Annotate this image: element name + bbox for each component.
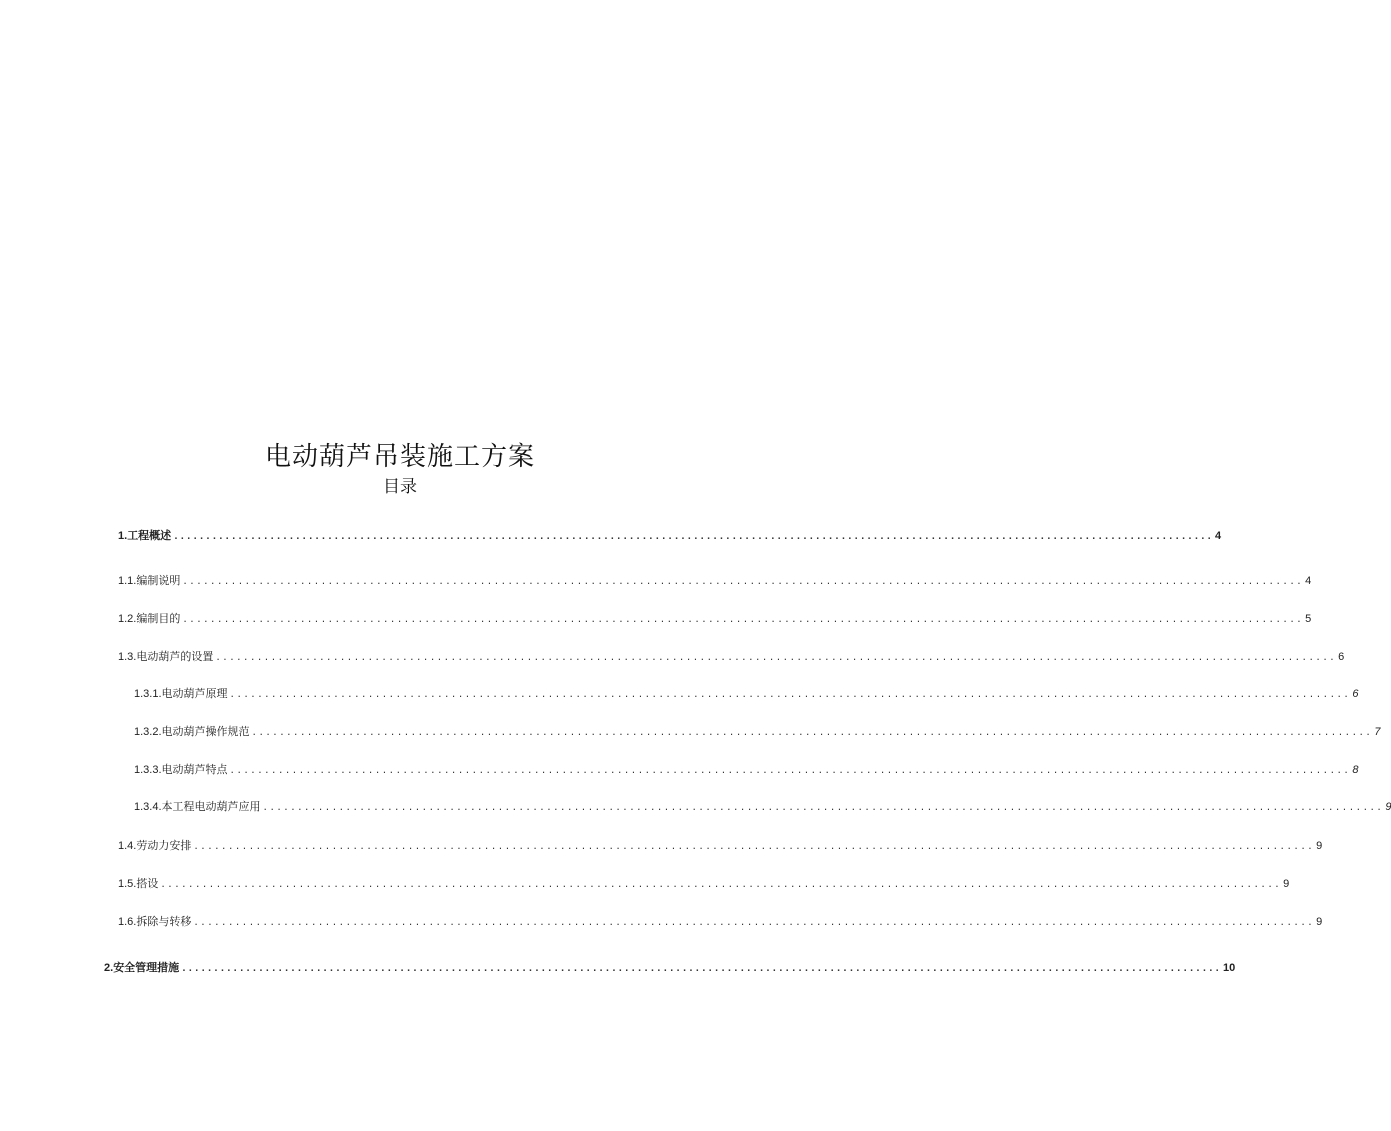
toc-entry-title: 工程概述 [127, 529, 172, 542]
toc-entry-title: 安全管理措施 [113, 961, 180, 974]
document-title: 电动葫芦吊装施工方案 [264, 442, 535, 472]
toc-entry-title: 编制说明 [136, 574, 181, 587]
toc-entry-number: 1.6. [118, 916, 137, 928]
toc-entry-title: 编制目的 [136, 612, 181, 625]
toc-entry-number: 2. [104, 962, 114, 974]
toc-entry[interactable] [104, 960, 1236, 976]
toc-entry-number: 1.3.4. [134, 801, 162, 813]
toc-entry[interactable] [118, 528, 1222, 544]
toc-entry-number: 1. [118, 530, 128, 542]
toc-entry[interactable] [134, 799, 1391, 815]
toc-leader-dots: .................................................................................................................................................................. [182, 615, 1304, 625]
toc-entry-number: 1.3.3. [134, 764, 162, 776]
toc-entry-title: 本工程电动葫芦应用 [161, 800, 261, 813]
toc-leader-dots: .................................................................................................................................................................. [229, 690, 1351, 700]
toc-entry-number: 1.3. [118, 651, 137, 663]
toc-entry-title: 电动葫芦原理 [161, 687, 228, 700]
toc-entry-page: 7 [1374, 726, 1381, 738]
toc-entry-page: 4 [1214, 530, 1222, 542]
toc-heading: 目录 [383, 477, 417, 497]
toc-entry-page: 9 [1283, 878, 1290, 890]
toc-entry-page: 8 [1352, 764, 1359, 776]
toc-leader-dots: .................................................................................................................................................................. [262, 803, 1384, 813]
toc-entry-number: 1.3.2. [134, 726, 162, 738]
toc-entry[interactable] [118, 611, 1312, 627]
toc-entry-page: 10 [1222, 962, 1236, 974]
toc-leader-dots: .................................................................................................................................................................. [181, 964, 1221, 974]
toc-entry-number: 1.4. [118, 840, 137, 852]
toc-leader-dots: .................................................................................................................................................................. [193, 842, 1315, 852]
toc-leader-dots: .................................................................................................................................................................. [173, 532, 1213, 542]
toc-entry-number: 1.1. [118, 575, 137, 587]
toc-entry-title: 电动葫芦特点 [161, 763, 228, 776]
toc-entry-title: 搭设 [136, 877, 159, 890]
toc-entry[interactable] [118, 649, 1345, 665]
toc-entry-number: 1.2. [118, 613, 137, 625]
toc-entry-page: 6 [1338, 651, 1345, 663]
toc-leader-dots: .................................................................................................................................................................. [193, 918, 1315, 928]
toc-entry-title: 拆除与转移 [136, 915, 192, 928]
toc-entry-number: 1.5. [118, 878, 137, 890]
toc-leader-dots: .................................................................................................................................................................. [160, 880, 1282, 890]
toc-entry-title: 电动葫芦操作规范 [161, 725, 250, 738]
toc-entry[interactable] [118, 876, 1290, 892]
toc-entry-page: 6 [1352, 688, 1359, 700]
toc-entry-page: 5 [1305, 613, 1312, 625]
toc-entry-page: 4 [1305, 575, 1312, 587]
toc-entry-page: 9 [1316, 840, 1323, 852]
toc-leader-dots: .................................................................................................................................................................. [215, 653, 1337, 663]
toc-entry-number: 1.3.1. [134, 688, 162, 700]
toc-entry[interactable] [118, 573, 1312, 589]
toc-leader-dots: .................................................................................................................................................................. [251, 728, 1373, 738]
toc-entry-page: 9 [1385, 801, 1391, 813]
toc-entry[interactable] [118, 838, 1323, 854]
toc-entry-title: 电动葫芦的设置 [136, 650, 214, 663]
toc-leader-dots: .................................................................................................................................................................. [229, 766, 1351, 776]
toc-entry[interactable] [118, 914, 1323, 930]
toc-entry[interactable] [134, 762, 1359, 778]
toc-entry-title: 劳动力安排 [136, 839, 192, 852]
toc-entry[interactable] [134, 686, 1359, 702]
toc-entry[interactable] [134, 724, 1381, 740]
toc-entry-page: 9 [1316, 916, 1323, 928]
toc-leader-dots: .................................................................................................................................................................. [182, 577, 1304, 587]
